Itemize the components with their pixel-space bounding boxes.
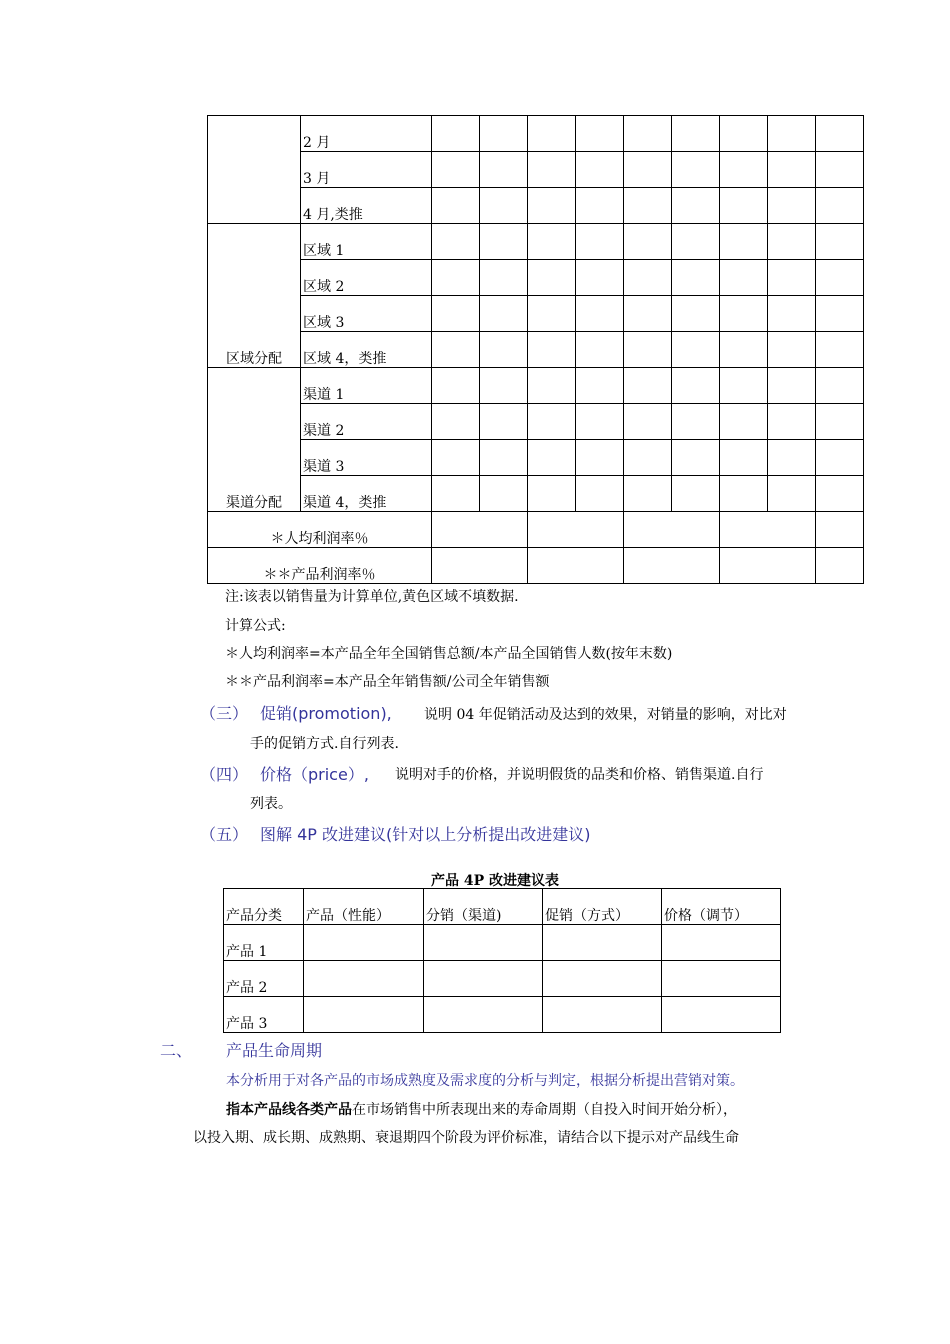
data-cell[interactable] — [576, 296, 624, 332]
data-cell[interactable] — [624, 116, 672, 152]
data-cell[interactable] — [816, 188, 864, 224]
data-cell[interactable] — [543, 961, 662, 997]
data-cell[interactable] — [576, 116, 624, 152]
data-cell[interactable] — [672, 368, 720, 404]
section-5-title: 图解 4P 改进建议(针对以上分析提出改进建议) — [260, 825, 591, 844]
section-3-text-cont: 手的促销方式.自行列表. — [250, 736, 399, 752]
table-row — [224, 925, 781, 961]
data-cell[interactable] — [480, 368, 528, 404]
table-header-row — [224, 889, 781, 925]
row-label: 4 月,类推 — [301, 188, 432, 224]
section-4-number: （四） — [200, 765, 249, 784]
data-cell[interactable] — [720, 404, 768, 440]
section-3-title: 促销(promotion), — [260, 704, 392, 723]
table-4p — [223, 888, 781, 1033]
data-cell[interactable] — [816, 476, 864, 512]
formula-product-profit: ＊＊产品利润率=本产品全年销售额/公司全年销售额 — [225, 674, 550, 690]
data-cell[interactable] — [576, 224, 624, 260]
data-cell[interactable] — [720, 548, 816, 584]
data-cell[interactable] — [543, 997, 662, 1033]
chapter-2-title: 产品生命周期 — [226, 1041, 323, 1060]
table-row — [208, 512, 864, 548]
data-cell[interactable] — [768, 152, 816, 188]
data-cell[interactable] — [624, 152, 672, 188]
data-cell[interactable] — [528, 260, 576, 296]
row-label: 区域 1 — [301, 224, 432, 260]
data-cell[interactable] — [624, 368, 672, 404]
table-row — [208, 440, 864, 476]
table-row — [208, 152, 864, 188]
data-cell[interactable] — [816, 404, 864, 440]
data-cell[interactable] — [528, 476, 576, 512]
data-cell[interactable] — [720, 368, 768, 404]
data-cell[interactable] — [528, 368, 576, 404]
data-cell[interactable] — [720, 512, 816, 548]
data-cell[interactable] — [480, 224, 528, 260]
row-label: 产品 2 — [224, 961, 304, 997]
data-cell[interactable] — [624, 404, 672, 440]
data-cell[interactable] — [480, 440, 528, 476]
header-category: 产品分类 — [224, 889, 304, 925]
data-cell[interactable] — [816, 152, 864, 188]
data-cell[interactable] — [672, 440, 720, 476]
data-cell[interactable] — [576, 152, 624, 188]
row-label: 产品 3 — [224, 997, 304, 1033]
data-cell[interactable] — [624, 332, 672, 368]
chapter-2-paragraph-cont: 以投入期、成长期、成熟期、衰退期四个阶段为评价标准，请结合以下提示对产品线生命 — [193, 1130, 739, 1146]
data-cell[interactable] — [720, 332, 768, 368]
table-row — [208, 296, 864, 332]
data-cell[interactable] — [304, 925, 424, 961]
row-label: 区域 2 — [301, 260, 432, 296]
data-cell[interactable] — [768, 404, 816, 440]
data-cell[interactable] — [624, 260, 672, 296]
section-5-number: （五） — [200, 825, 249, 844]
data-cell[interactable] — [768, 440, 816, 476]
sales-distribution-table — [207, 115, 864, 584]
data-cell[interactable] — [720, 260, 768, 296]
chapter-2-intro: 本分析用于对各产品的市场成熟度及需求度的分析与判定，根据分析提出营销对策。 — [226, 1073, 744, 1089]
data-cell[interactable] — [816, 260, 864, 296]
data-cell[interactable] — [672, 260, 720, 296]
row-label: 2 月 — [301, 116, 432, 152]
data-cell[interactable] — [768, 224, 816, 260]
data-cell[interactable] — [528, 296, 576, 332]
row-label: 产品 1 — [224, 925, 304, 961]
data-cell[interactable] — [528, 332, 576, 368]
section-4-text: 说明对手的价格，并说明假货的品类和价格、销售渠道.自行 — [395, 767, 764, 783]
data-cell[interactable] — [528, 116, 576, 152]
header-product: 产品（性能） — [304, 889, 424, 925]
data-cell[interactable] — [480, 260, 528, 296]
data-cell[interactable] — [432, 512, 528, 548]
data-cell[interactable] — [720, 476, 768, 512]
data-cell[interactable] — [528, 188, 576, 224]
table-row — [208, 188, 864, 224]
table-row — [208, 332, 864, 368]
data-cell[interactable] — [720, 296, 768, 332]
table-row — [224, 997, 781, 1033]
data-cell[interactable] — [768, 332, 816, 368]
data-cell[interactable] — [816, 224, 864, 260]
data-cell[interactable] — [768, 116, 816, 152]
data-cell[interactable] — [624, 548, 720, 584]
data-cell[interactable] — [816, 440, 864, 476]
data-cell[interactable] — [304, 961, 424, 997]
data-cell[interactable] — [576, 332, 624, 368]
data-cell[interactable] — [432, 404, 480, 440]
data-cell[interactable] — [528, 224, 576, 260]
data-cell[interactable] — [768, 260, 816, 296]
data-cell[interactable] — [576, 440, 624, 476]
data-cell[interactable] — [672, 332, 720, 368]
data-cell[interactable] — [576, 404, 624, 440]
table-row — [224, 961, 781, 997]
data-cell[interactable] — [432, 332, 480, 368]
data-cell[interactable] — [432, 368, 480, 404]
chapter-2-bold-lead: 指本产品线各类产品 — [226, 1102, 352, 1118]
data-cell[interactable] — [768, 476, 816, 512]
data-cell[interactable] — [480, 296, 528, 332]
data-cell[interactable] — [543, 925, 662, 961]
table-row — [208, 224, 864, 260]
chapter-2-para-text: 在市场销售中所表现出来的寿命周期（自投入时间开始分析）， — [352, 1102, 737, 1118]
data-cell[interactable] — [480, 188, 528, 224]
data-cell[interactable] — [816, 332, 864, 368]
data-cell[interactable] — [720, 224, 768, 260]
data-cell[interactable] — [624, 440, 672, 476]
data-cell[interactable] — [768, 296, 816, 332]
data-cell[interactable] — [624, 188, 672, 224]
data-cell[interactable] — [424, 961, 543, 997]
data-cell[interactable] — [576, 476, 624, 512]
table-4p-caption: 产品 4P 改进建议表 — [431, 873, 560, 889]
data-cell[interactable] — [672, 296, 720, 332]
table-row — [208, 116, 864, 152]
data-cell[interactable] — [576, 260, 624, 296]
data-cell[interactable] — [432, 548, 528, 584]
product-profit-label: ＊＊产品利润率％ — [208, 548, 432, 584]
section-3-number: （三） — [200, 704, 249, 723]
data-cell[interactable] — [672, 224, 720, 260]
section-4-text-cont: 列表。 — [250, 796, 292, 812]
data-cell[interactable] — [720, 440, 768, 476]
data-cell[interactable] — [672, 404, 720, 440]
data-cell[interactable] — [432, 188, 480, 224]
data-cell[interactable] — [816, 512, 864, 548]
data-cell[interactable] — [662, 925, 781, 961]
row-label: 渠道 1 — [301, 368, 432, 404]
data-cell[interactable] — [576, 188, 624, 224]
section-3-text: 说明 04 年促销活动及达到的效果，对销量的影响，对比对 — [424, 707, 787, 723]
data-cell[interactable] — [672, 188, 720, 224]
data-cell[interactable] — [528, 440, 576, 476]
data-cell[interactable] — [624, 476, 672, 512]
data-cell[interactable] — [528, 512, 624, 548]
header-promotion: 促销（方式） — [543, 889, 662, 925]
data-cell[interactable] — [424, 925, 543, 961]
data-cell[interactable] — [624, 224, 672, 260]
table-row — [208, 260, 864, 296]
row-label: 渠道 2 — [301, 404, 432, 440]
channel-group-label: 渠道分配 — [208, 368, 301, 512]
chapter-2-paragraph — [226, 1099, 737, 1119]
data-cell[interactable] — [528, 152, 576, 188]
data-cell[interactable] — [480, 332, 528, 368]
section-4-title: 价格（price）, — [260, 765, 369, 784]
data-cell[interactable] — [720, 116, 768, 152]
table-row — [208, 368, 864, 404]
data-cell[interactable] — [528, 548, 624, 584]
per-capita-profit-label: ＊人均利润率％ — [208, 512, 432, 548]
data-cell[interactable] — [432, 440, 480, 476]
data-cell[interactable] — [424, 997, 543, 1033]
row-label: 区域 3 — [301, 296, 432, 332]
formula-per-capita: ＊人均利润率=本产品全年全国销售总额/本产品全国销售人数(按年末数) — [225, 646, 673, 662]
chapter-2-number: 二、 — [160, 1041, 193, 1060]
table-row — [208, 476, 864, 512]
data-cell[interactable] — [432, 260, 480, 296]
row-label: 区域 4，类推 — [301, 332, 432, 368]
data-cell[interactable] — [480, 152, 528, 188]
data-cell[interactable] — [816, 296, 864, 332]
data-cell[interactable] — [432, 476, 480, 512]
data-cell[interactable] — [768, 188, 816, 224]
row-label: 3 月 — [301, 152, 432, 188]
data-cell[interactable] — [816, 368, 864, 404]
row-label: 渠道 3 — [301, 440, 432, 476]
data-cell[interactable] — [662, 997, 781, 1033]
table-row — [208, 404, 864, 440]
data-cell[interactable] — [672, 152, 720, 188]
data-cell[interactable] — [816, 116, 864, 152]
data-cell[interactable] — [480, 116, 528, 152]
data-cell[interactable] — [480, 404, 528, 440]
data-cell[interactable] — [432, 296, 480, 332]
row-label: 渠道 4，类推 — [301, 476, 432, 512]
data-cell[interactable] — [624, 512, 720, 548]
data-cell[interactable] — [720, 152, 768, 188]
data-cell[interactable] — [432, 224, 480, 260]
data-cell[interactable] — [662, 961, 781, 997]
month-group-cell — [208, 116, 301, 224]
data-cell[interactable] — [768, 368, 816, 404]
header-distribution: 分销（渠道) — [424, 889, 543, 925]
region-group-label: 区域分配 — [208, 224, 301, 368]
header-price: 价格（调节） — [662, 889, 781, 925]
data-cell[interactable] — [432, 152, 480, 188]
data-cell[interactable] — [672, 476, 720, 512]
data-cell[interactable] — [816, 548, 864, 584]
data-cell[interactable] — [480, 476, 528, 512]
data-cell[interactable] — [528, 404, 576, 440]
data-cell[interactable] — [720, 188, 768, 224]
formula-title: 计算公式: — [225, 618, 286, 634]
data-cell[interactable] — [576, 368, 624, 404]
data-cell[interactable] — [432, 116, 480, 152]
data-cell[interactable] — [672, 116, 720, 152]
data-cell[interactable] — [624, 296, 672, 332]
table-note: 注:该表以销售量为计算单位,黄色区域不填数据. — [225, 589, 519, 605]
table-row — [208, 548, 864, 584]
data-cell[interactable] — [304, 997, 424, 1033]
